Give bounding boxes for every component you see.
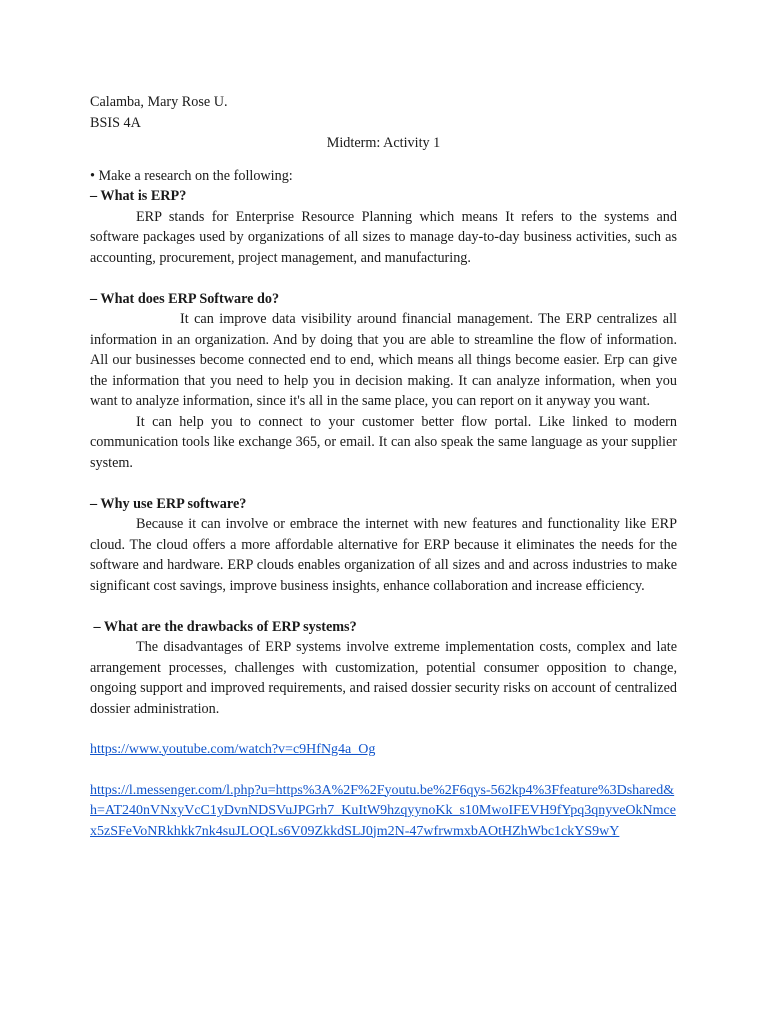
spacer [90,154,677,166]
student-section: BSIS 4A [90,114,141,131]
document-page [90,92,677,842]
spacer [90,719,677,740]
spacer [90,596,677,617]
messenger-link[interactable]: https://l.messenger.com/l.php?u=https%3A%2F%2Fyoutu.be%2F6qys-562kp4%3Ffeature%3Dshared&h=AT240nVNxyVcC1yDvnNDSVuJPGrh7_KuItW9hzqyynoKk_s10MwoIFEVH9fYpq3qnyveOkNmcex5zSFeVoNRkhkk7nk4suJLOQLs6V09ZkkdSLJ0jm2N-47wfrwmxbAOtHZhWbc1ckYS9wY [90,782,676,839]
document-title: Midterm: Activity 1 [326,135,441,151]
spacer [90,473,677,494]
section-paragraph: ERP stands for Enterprise Resource Planning which means It refers to the systems and software packages used by organizations of all sizes to manage day-to-day business activities, such as accounting, procurement, project management, and manufacturing. [90,208,677,266]
student-name: Calamba, Mary Rose U. [90,94,228,110]
section-paragraph: The disadvantages of ERP systems involve extreme implementation costs, complex and late arrangement processes, challenges with customization, potential consumer opposition to change, ongoing support and improved requirements, and raised dossier security risks on account of centralized dossier administration. [90,639,677,717]
spacer [90,760,677,781]
section-paragraph: It can improve data visibility around financial management. The ERP centralizes all information in an organization. And by doing that you are able to streamline the flow of information. All our businesses become connected end to end, which means all things become easier. Erp can give the information that you need to help you in decision making. It can analyze information, when you want to analyze information, since it's all in the same place, you can report on it anyway you want. [90,311,677,409]
youtube-link[interactable]: https://www.youtube.com/watch?v=c9HfNg4a_Og [90,741,376,757]
intro-bullet: • Make a research on the following: [90,167,293,184]
spacer [90,268,677,289]
section-heading-drawbacks: – What are the drawbacks of ERP systems? [90,618,357,635]
section-paragraph: Because it can involve or embrace the internet with new features and functionality like ERP cloud. The cloud offers a more affordable alternative for ERP because it eliminates the needs for the software and hardware. ERP clouds enables organization of all sizes and and across industries to make significant cost savings, improve business insights, enhance collaboration and increase efficiency. [90,516,677,594]
section-heading-why-use-erp: – Why use ERP software? [90,495,247,512]
section-paragraph: It can help you to connect to your customer better flow portal. Like linked to modern communication tools like exchange 365, or email. It can also speak the same language as your supplier system. [90,413,677,471]
section-heading-what-does-erp-do: – What does ERP Software do? [90,290,280,307]
section-heading-what-is-erp: – What is ERP? [90,188,187,204]
